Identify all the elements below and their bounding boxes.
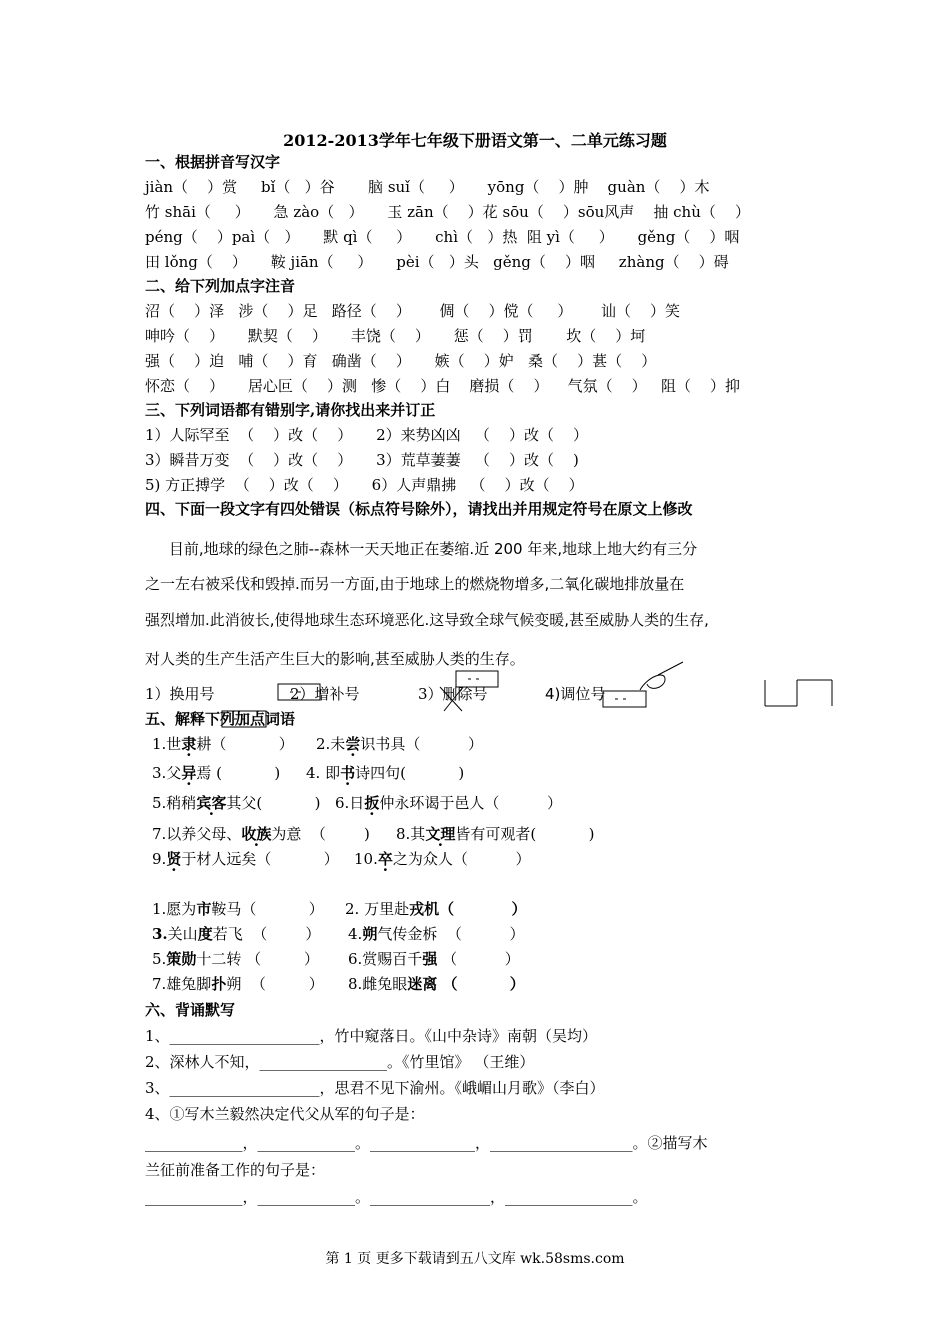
s5-item-6-key: 扳 [364,794,380,812]
s5-item-2-pre: 2.未 [316,735,346,753]
s5-item-7-pre: 7.以养父母、 [152,825,242,843]
transpose-symbol [603,662,683,707]
s5-item-6-post: 仲永环谒于邑人（ ） [379,794,563,812]
symbol-label-replace: 1）换用号 [145,685,215,703]
s1-line-4: 田 lǒng（ ） 鞍 jiān（ ） pèi（ ）头 gěng（ ）咽 zhàng（ ）碍 [145,253,729,271]
replace-symbol [278,684,320,700]
symbol-label-delete: 3）删除号 [418,685,488,703]
s5b-item-5-post: 十二转 （ ） [196,950,320,968]
s5-item-3-pre: 3.父 [152,764,182,782]
s6-line-5: _____________，_____________。______________，___________________。②描写木 [145,1134,708,1152]
s5b-item-1-key: 市 [196,900,212,918]
s3-line-2: 3）瞬昔万变 （ ）改（ ） 3）荒草萋萋 （ ）改（ ) [145,451,579,469]
delete-symbol [440,671,498,711]
s5-item-4-key: 书 [340,764,356,782]
section-5-heading: 五、解释下列加点词语 [145,710,296,728]
s5b-item-6-post: （ ） [437,950,520,968]
s5b-item-3-pre: 关山 [167,925,198,943]
s3-line-3: 5) 方正搏学 （ ）改（ ） 6）人声鼎拂 （ ）改（ ） [145,476,584,494]
section-6-heading: 六、背诵默写 [145,1001,236,1019]
s5-item-3-key: 异 [181,764,197,782]
s5-item-5-post: 其父( ) [226,794,321,812]
s5-item-9-key: 贤 [166,850,182,868]
paragraph-line-4: 对人类的生产生活产生巨大的影响,甚至威胁人类的生存。 [145,650,525,668]
s5-item-7-key: 收族 [241,825,272,843]
s1-line-3: péng（ ）paì（ ） 默 qì（ ） chì（ ）热 阻 yì（ ） gěng（ ）咽 [145,228,740,246]
s6-line-6: 兰征前准备工作的句子是： [145,1161,326,1179]
s5b-item-7-key: 扑 [211,975,227,993]
section-2-heading: 二、给下列加点字注音 [145,277,296,295]
s5-item-10-pre: 10. [354,850,378,868]
s6-line-2: 2、深林人不知，_________________。《竹里馆》 （王维） [145,1053,535,1071]
section-3-heading: 三、下列词语都有错别字,请你找出来并订正 [145,401,436,419]
section-1-heading: 一、根据拼音写汉字 [145,153,281,171]
s5b-item-6-key: 强 [422,950,438,968]
s5b-item-6-pre: 6.赏赐百千 [348,950,423,968]
s2-line-1: 沼（ ）泽 涉（ ）足 路径（ ） 倜（ ）傥（ ） 讪（ ）笑 [145,302,681,320]
s5-item-4-post: 诗四句( ) [355,764,465,782]
s5b-item-1-pre: 1.愿为 [152,900,197,918]
s6-line-1: 1、____________________，竹中窥落日。《山中杂诗》南朝（吴均） [145,1027,598,1045]
s5b-item-3-post: 若飞 （ ） [212,925,321,943]
s5-item-5-pre: 5.稍稍 [152,794,197,812]
s2-line-2: 呻吟（ ） 默契（ ） 丰饶（ ） 惩（ ）罚 坎（ ）坷 [145,327,646,345]
s5b-item-2-pre: 2. 万里赴 [345,900,410,918]
s5-item-5-key: 宾客 [196,794,227,812]
s5b-item-2-post: （ ） [439,900,527,918]
paragraph-line-3: 强烈增加.此消彼长,使得地球生态环境恶化.这导致全球气候变暖,甚至威胁人类的生存, [145,611,709,629]
page-footer: 第 1 页 更多下载请到五八文库 wk.58sms.com [325,1251,625,1267]
s5b-item-2-key: 戎机 [409,900,440,918]
s5b-item-3-key: 度 [197,925,213,943]
insert-symbol [222,711,266,727]
s5b-item-1-post: 鞍马（ ） [211,900,324,918]
s5b-item-5-key: 策勋 [166,950,197,968]
s6-line-4: 4、①写木兰毅然决定代父从军的句子是： [145,1105,425,1123]
s5-item-10-post: 之为众人（ ） [392,850,531,868]
s5-item-9-post: 于材人远矣（ ） [181,850,339,868]
s5b-item-4-key: 朔 [362,925,378,943]
s5b-item-3-num: 3. [152,925,168,943]
paragraph-line-1: 目前,地球的绿色之肺--森林一天天地正在萎缩.近 200 年来,地球上地大约有三分 [145,540,698,558]
s5-item-2-key: 尝 [345,735,361,753]
s5-item-1-post: 耕（ ） [196,735,294,753]
s5-item-6-pre: 6.日 [335,794,365,812]
s5b-item-4-pre: 4. [348,925,363,943]
s5-item-4-pre: 4. 即 [306,764,341,782]
s6-line-3: 3、____________________，思君不见下渝州。《峨嵋山月歌》（李白） [145,1079,605,1097]
s5b-item-8-key: 迷离 [407,975,438,993]
symbol-label-transpose: 4)调位号 [545,685,606,703]
paragraph-line-2: 之一左右被采伐和毁掉.而另一方面,由于地球上的燃烧物增多,二氧化碳地排放量在 [145,575,685,593]
s5b-item-4-post: 气传金柝 （ ） [377,925,525,943]
page-title: 2012-2013学年七年级下册语文第一、二单元练习题 [283,131,667,150]
s1-line-2: 竹 shāi（ ） 急 zào（ ） 玉 zān（ ）花 sōu（ ）sōu风声 抽 chù（ ） [145,203,750,221]
s5b-item-8-post: （ ） [437,975,525,993]
s6-line-7: _____________，_____________。________________，_________________。 [145,1188,648,1206]
s5b-item-8-pre: 8.雌兔眼 [348,975,408,993]
s1-line-1: jiàn（ ）赏 bǐ（ ）谷 脑 suǐ（ ） yōng（ ）肿 guàn（ ）木 [145,178,710,196]
s5-item-8-key: 文理 [425,825,456,843]
s5-item-10-key: 卒 [377,850,393,868]
s5b-item-7-post: 朔 （ ） [226,975,324,993]
symbol-label-insert: 2）增补号 [290,685,360,703]
s5-item-1-key: 隶 [181,735,197,753]
s5b-item-5-pre: 5. [152,950,167,968]
s5-item-3-post: 焉 ( ) [196,764,281,782]
s5-item-8-post: 皆有可观者( ) [455,825,595,843]
s2-line-4: 怀恋（ ） 居心叵（ ）测 惨（ ）白 磨损（ ） 气氛（ ） 阻（ ）抑 [145,377,741,395]
s3-line-1: 1）人际罕至 （ ）改（ ） 2）来势凶凶 （ ）改（ ） [145,426,589,444]
bracket-symbol [765,680,832,706]
s5-item-8-pre: 8.其 [396,825,426,843]
s5-item-7-post: 为意 （ ) [271,825,370,843]
s5-item-2-post: 识书具（ ） [360,735,484,753]
section-4-heading: 四、下面一段文字有四处错误（标点符号除外），请找出并用规定符号在原文上修改 [145,500,693,518]
s2-line-3: 强（ ）迫 哺（ ）育 确凿（ ） 嫉（ ）妒 桑（ ）葚（ ） [145,352,657,370]
s5b-item-7-pre: 7.雄兔脚 [152,975,212,993]
s5-item-1-pre: 1.世 [152,735,182,753]
s5-item-9-pre: 9. [152,850,167,868]
